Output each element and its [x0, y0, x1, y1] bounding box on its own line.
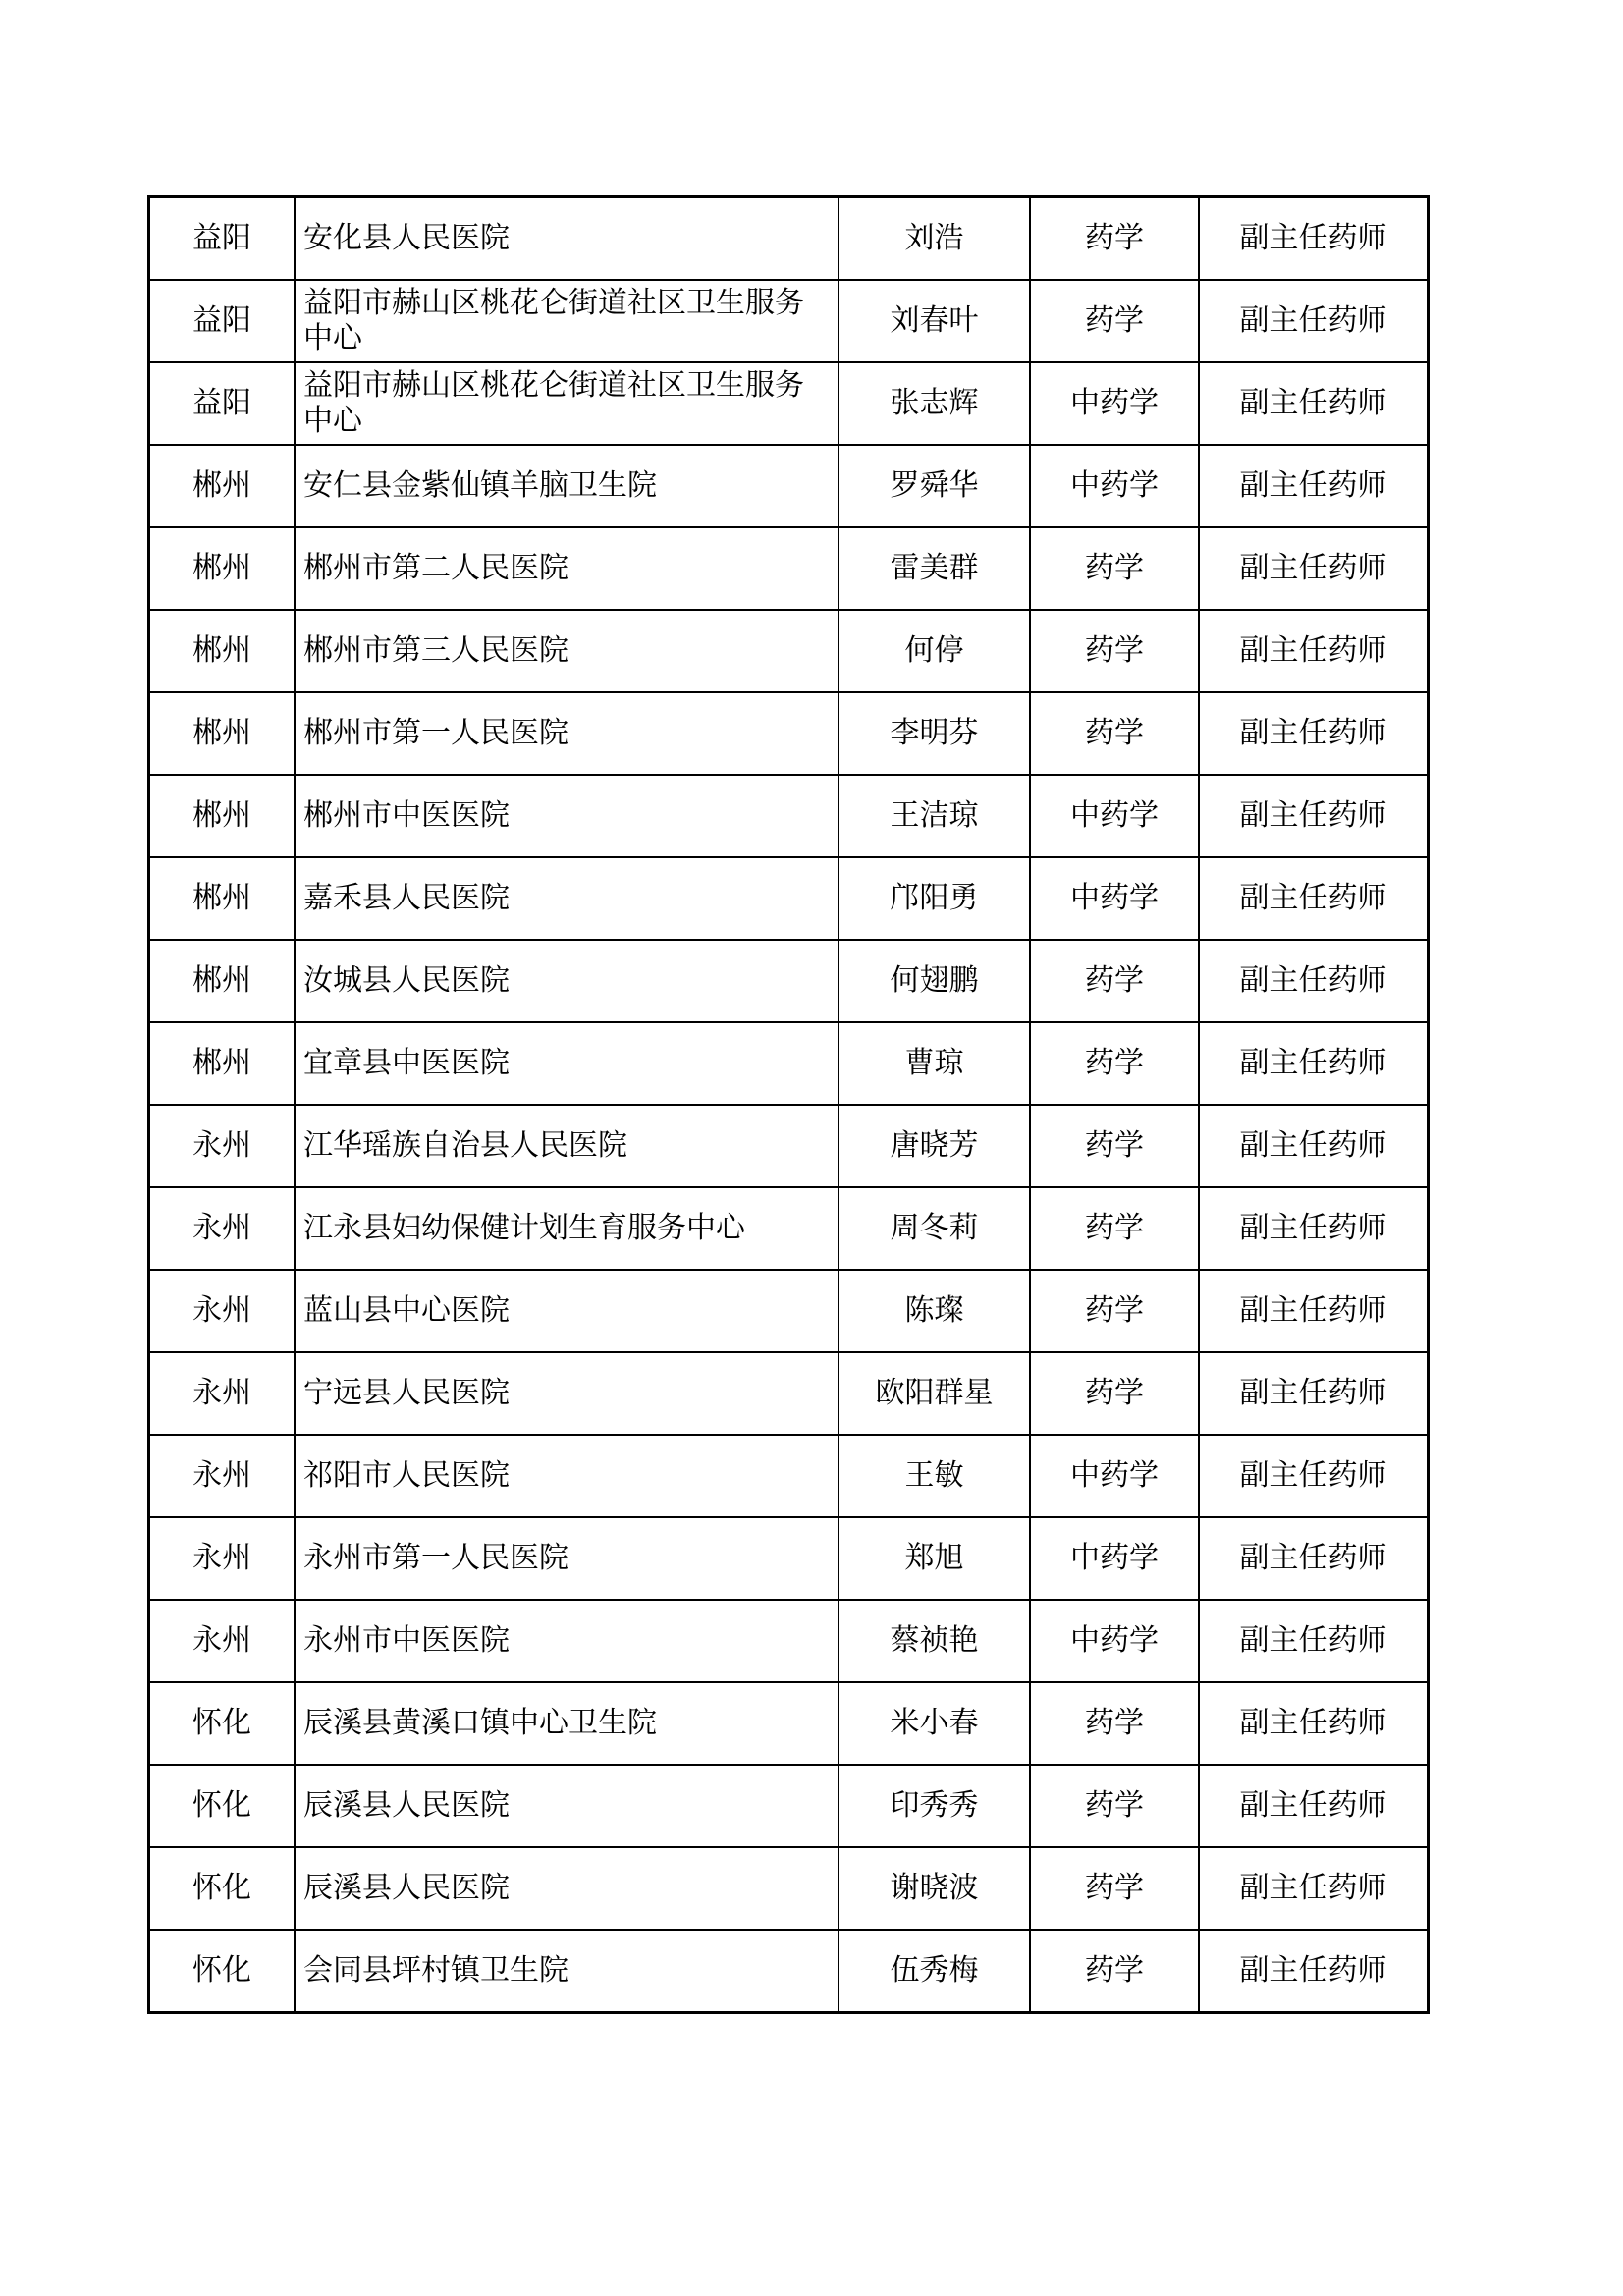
unit-cell: 安化县人民医院: [295, 197, 839, 281]
table-row: [149, 362, 1429, 445]
major-cell: 药学: [1030, 1352, 1199, 1435]
name-cell: 曹琼: [839, 1022, 1030, 1105]
title-cell: 副主任药师: [1199, 1600, 1429, 1682]
city-cell: 怀化: [149, 1930, 296, 2013]
name-cell: 刘浩: [839, 197, 1030, 281]
title-cell: 副主任药师: [1199, 1187, 1429, 1270]
name-cell: 唐晓芳: [839, 1105, 1030, 1187]
unit-cell: 宜章县中医医院: [295, 1022, 839, 1105]
city-cell: 怀化: [149, 1847, 296, 1930]
table-row: [149, 445, 1429, 527]
unit-cell: 会同县坪村镇卫生院: [295, 1930, 839, 2013]
unit-cell: 益阳市赫山区桃花仑街道社区卫生服务中心: [295, 362, 839, 445]
title-cell: 副主任药师: [1199, 1765, 1429, 1847]
table-row: [149, 1600, 1429, 1682]
title-cell: 副主任药师: [1199, 692, 1429, 775]
major-cell: 中药学: [1030, 1600, 1199, 1682]
major-cell: 药学: [1030, 692, 1199, 775]
major-cell: 药学: [1030, 197, 1199, 281]
city-cell: 郴州: [149, 857, 296, 940]
unit-cell: 安仁县金紫仙镇羊脑卫生院: [295, 445, 839, 527]
title-cell: 副主任药师: [1199, 1022, 1429, 1105]
city-cell: 永州: [149, 1600, 296, 1682]
table-row: [149, 1765, 1429, 1847]
unit-cell: 郴州市第一人民医院: [295, 692, 839, 775]
name-cell: 何翅鹏: [839, 940, 1030, 1022]
major-cell: 药学: [1030, 1847, 1199, 1930]
major-cell: 中药学: [1030, 1435, 1199, 1517]
unit-cell: 郴州市中医医院: [295, 775, 839, 857]
personnel-table-body: [149, 197, 1429, 2013]
name-cell: 陈璨: [839, 1270, 1030, 1352]
city-cell: 郴州: [149, 527, 296, 610]
major-cell: 药学: [1030, 940, 1199, 1022]
major-cell: 药学: [1030, 280, 1199, 362]
major-cell: 中药学: [1030, 1517, 1199, 1600]
unit-cell: 辰溪县黄溪口镇中心卫生院: [295, 1682, 839, 1765]
unit-cell: 祁阳市人民医院: [295, 1435, 839, 1517]
personnel-table: [147, 195, 1430, 2014]
title-cell: 副主任药师: [1199, 610, 1429, 692]
title-cell: 副主任药师: [1199, 1930, 1429, 2013]
table-row: [149, 1517, 1429, 1600]
table-row: [149, 1930, 1429, 2013]
title-cell: 副主任药师: [1199, 1682, 1429, 1765]
major-cell: 药学: [1030, 527, 1199, 610]
table-row: [149, 1682, 1429, 1765]
city-cell: 益阳: [149, 197, 296, 281]
unit-cell: 江永县妇幼保健计划生育服务中心: [295, 1187, 839, 1270]
name-cell: 印秀秀: [839, 1765, 1030, 1847]
city-cell: 益阳: [149, 280, 296, 362]
unit-cell: 江华瑶族自治县人民医院: [295, 1105, 839, 1187]
city-cell: 郴州: [149, 610, 296, 692]
name-cell: 蔡祯艳: [839, 1600, 1030, 1682]
table-row: [149, 1847, 1429, 1930]
title-cell: 副主任药师: [1199, 1435, 1429, 1517]
table-row: [149, 1270, 1429, 1352]
city-cell: 郴州: [149, 692, 296, 775]
city-cell: 郴州: [149, 940, 296, 1022]
unit-cell: 蓝山县中心医院: [295, 1270, 839, 1352]
unit-cell: 辰溪县人民医院: [295, 1847, 839, 1930]
city-cell: 郴州: [149, 1022, 296, 1105]
name-cell: 李明芬: [839, 692, 1030, 775]
major-cell: 药学: [1030, 1022, 1199, 1105]
major-cell: 药学: [1030, 1187, 1199, 1270]
table-row: [149, 1105, 1429, 1187]
unit-cell: 辰溪县人民医院: [295, 1765, 839, 1847]
major-cell: 药学: [1030, 1765, 1199, 1847]
unit-cell: 益阳市赫山区桃花仑街道社区卫生服务中心: [295, 280, 839, 362]
table-row: [149, 775, 1429, 857]
name-cell: 周冬莉: [839, 1187, 1030, 1270]
title-cell: 副主任药师: [1199, 1270, 1429, 1352]
city-cell: 永州: [149, 1105, 296, 1187]
table-row: [149, 857, 1429, 940]
name-cell: 罗舜华: [839, 445, 1030, 527]
table-row: [149, 1022, 1429, 1105]
table-row: [149, 1187, 1429, 1270]
table-row: [149, 197, 1429, 281]
city-cell: 永州: [149, 1352, 296, 1435]
title-cell: 副主任药师: [1199, 1847, 1429, 1930]
title-cell: 副主任药师: [1199, 1352, 1429, 1435]
table-row: [149, 610, 1429, 692]
title-cell: 副主任药师: [1199, 445, 1429, 527]
title-cell: 副主任药师: [1199, 527, 1429, 610]
name-cell: 米小春: [839, 1682, 1030, 1765]
major-cell: 中药学: [1030, 445, 1199, 527]
major-cell: 药学: [1030, 1270, 1199, 1352]
unit-cell: 嘉禾县人民医院: [295, 857, 839, 940]
title-cell: 副主任药师: [1199, 280, 1429, 362]
name-cell: 邝阳勇: [839, 857, 1030, 940]
major-cell: 中药学: [1030, 857, 1199, 940]
unit-cell: 永州市中医医院: [295, 1600, 839, 1682]
title-cell: 副主任药师: [1199, 197, 1429, 281]
title-cell: 副主任药师: [1199, 857, 1429, 940]
unit-cell: 郴州市第二人民医院: [295, 527, 839, 610]
name-cell: 王敏: [839, 1435, 1030, 1517]
table-row: [149, 280, 1429, 362]
city-cell: 益阳: [149, 362, 296, 445]
table-row: [149, 692, 1429, 775]
city-cell: 郴州: [149, 445, 296, 527]
name-cell: 刘春叶: [839, 280, 1030, 362]
name-cell: 雷美群: [839, 527, 1030, 610]
name-cell: 何停: [839, 610, 1030, 692]
city-cell: 郴州: [149, 775, 296, 857]
major-cell: 中药学: [1030, 775, 1199, 857]
name-cell: 欧阳群星: [839, 1352, 1030, 1435]
city-cell: 永州: [149, 1517, 296, 1600]
title-cell: 副主任药师: [1199, 940, 1429, 1022]
name-cell: 张志辉: [839, 362, 1030, 445]
major-cell: 药学: [1030, 1930, 1199, 2013]
unit-cell: 郴州市第三人民医院: [295, 610, 839, 692]
title-cell: 副主任药师: [1199, 1105, 1429, 1187]
title-cell: 副主任药师: [1199, 362, 1429, 445]
table-row: [149, 940, 1429, 1022]
name-cell: 王洁琼: [839, 775, 1030, 857]
city-cell: 永州: [149, 1270, 296, 1352]
title-cell: 副主任药师: [1199, 1517, 1429, 1600]
name-cell: 伍秀梅: [839, 1930, 1030, 2013]
unit-cell: 永州市第一人民医院: [295, 1517, 839, 1600]
city-cell: 永州: [149, 1187, 296, 1270]
major-cell: 药学: [1030, 1105, 1199, 1187]
city-cell: 怀化: [149, 1682, 296, 1765]
major-cell: 药学: [1030, 610, 1199, 692]
title-cell: 副主任药师: [1199, 775, 1429, 857]
major-cell: 中药学: [1030, 362, 1199, 445]
city-cell: 怀化: [149, 1765, 296, 1847]
table-row: [149, 1435, 1429, 1517]
major-cell: 药学: [1030, 1682, 1199, 1765]
name-cell: 谢晓波: [839, 1847, 1030, 1930]
table-row: [149, 527, 1429, 610]
unit-cell: 宁远县人民医院: [295, 1352, 839, 1435]
unit-cell: 汝城县人民医院: [295, 940, 839, 1022]
table-row: [149, 1352, 1429, 1435]
city-cell: 永州: [149, 1435, 296, 1517]
name-cell: 郑旭: [839, 1517, 1030, 1600]
